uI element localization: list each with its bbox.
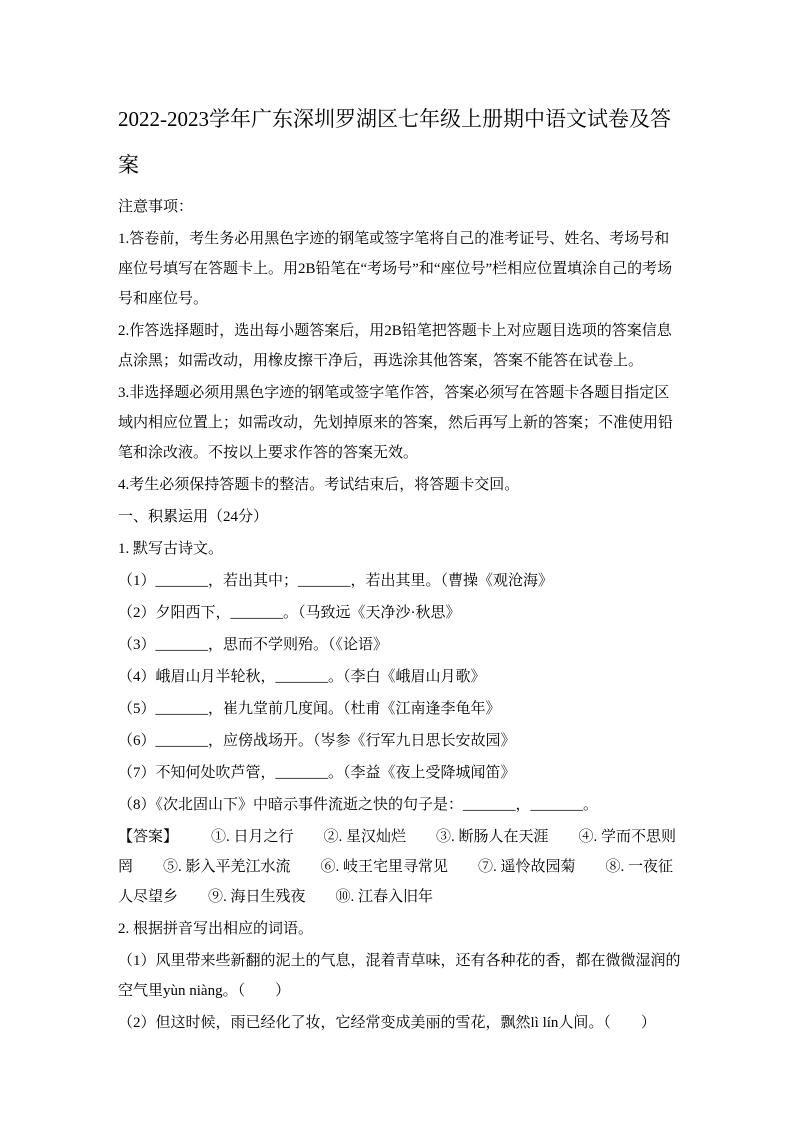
question1-label: 1. 默写古诗文。	[118, 541, 224, 557]
dictation-item-8: （8）《次北固山下》中暗示事件流逝之快的句子是：_______，_______。	[118, 797, 599, 813]
notice-item-3: 3.非选择题必须用黑色字迹的钢笔或签字笔作答，答案必须写在答题卡各题目指定区域内相应位置上；如需改动，先划掉原来的答案，然后再写上新的答案；不准使用铅笔和涂改液。不按以上要求作答的答案无效。	[118, 385, 674, 461]
answer-paragraph	[118, 822, 684, 912]
section-heading: 一、积累运用（24分）	[118, 509, 269, 525]
dictation-item-1: （1）_______，若出其中；_______，若出其里。（曹操《观沧海》	[118, 573, 554, 589]
dictation-item-6: （6）_______，应傍战场开。（岑参《行军九日思长安故园》	[118, 733, 516, 749]
pinyin-item-2: （2）但这时候，雨已经化了妆，它经常变成美丽的雪花，飘然lì lín人间。（ ）	[118, 1015, 656, 1031]
question2-label: 2. 根据拼音写出相应的词语。	[118, 921, 314, 937]
dictation-item-4: （4）峨眉山月半轮秋，_______。（李白《峨眉山月歌》	[118, 669, 486, 685]
answer-list: ①. 日月之行 ②. 星汉灿烂 ③. 断肠人在天涯 ④. 学而不思则罔 ⑤. 影入平羌江水流 ⑥. 岐王宅里寻常见 ⑦. 遥怜故园菊 ⑧. 一夜征人尽望乡 ⑨. 海日生残夜 ⑩. 江春入旧年	[118, 829, 677, 905]
dictation-item-3: （3）_______，思而不学则殆。（《论语》	[118, 637, 389, 653]
notice-item-2: 2.作答选择题时，选出每小题答案后，用2B铅笔把答题卡上对应题目选项的答案信息点涂黑；如需改动，用橡皮擦干净后，再选涂其他答案，答案不能答在试卷上。	[118, 323, 672, 369]
dictation-item-2: （2）夕阳西下，_______。（马致远《天净沙·秋思》	[118, 605, 461, 621]
notice-item-1: 1.答卷前，考生务必用黑色字迹的钢笔或签字笔将自己的准考证号、姓名、考场号和座位号填写在答题卡上。用2B铅笔在“考场号”和“座位号”栏相应位置填涂自己的考场号和座位号。	[118, 231, 673, 307]
notice-heading: 注意事项：	[118, 199, 194, 215]
page-title: 2022-2023学年广东深圳罗湖区七年级上册期中语文试卷及答案	[118, 107, 671, 177]
notice-item-4: 4.考生必须保持答题卡的整洁。考试结束后，将答题卡交回。	[118, 477, 520, 493]
pinyin-item-1: （1）风里带来些新翻的泥土的气息，混着青草味，还有各种花的香，都在微微湿润的空气里yùn niàng。（ ）	[118, 953, 681, 999]
dictation-item-5: （5）_______，崔九堂前几度闻。（杜甫《江南逢李龟年》	[118, 701, 501, 717]
answer-label: 【答案】	[118, 829, 179, 845]
dictation-item-7: （7）不知何处吹芦管，_______。（李益《夜上受降城闻笛》	[118, 765, 516, 781]
